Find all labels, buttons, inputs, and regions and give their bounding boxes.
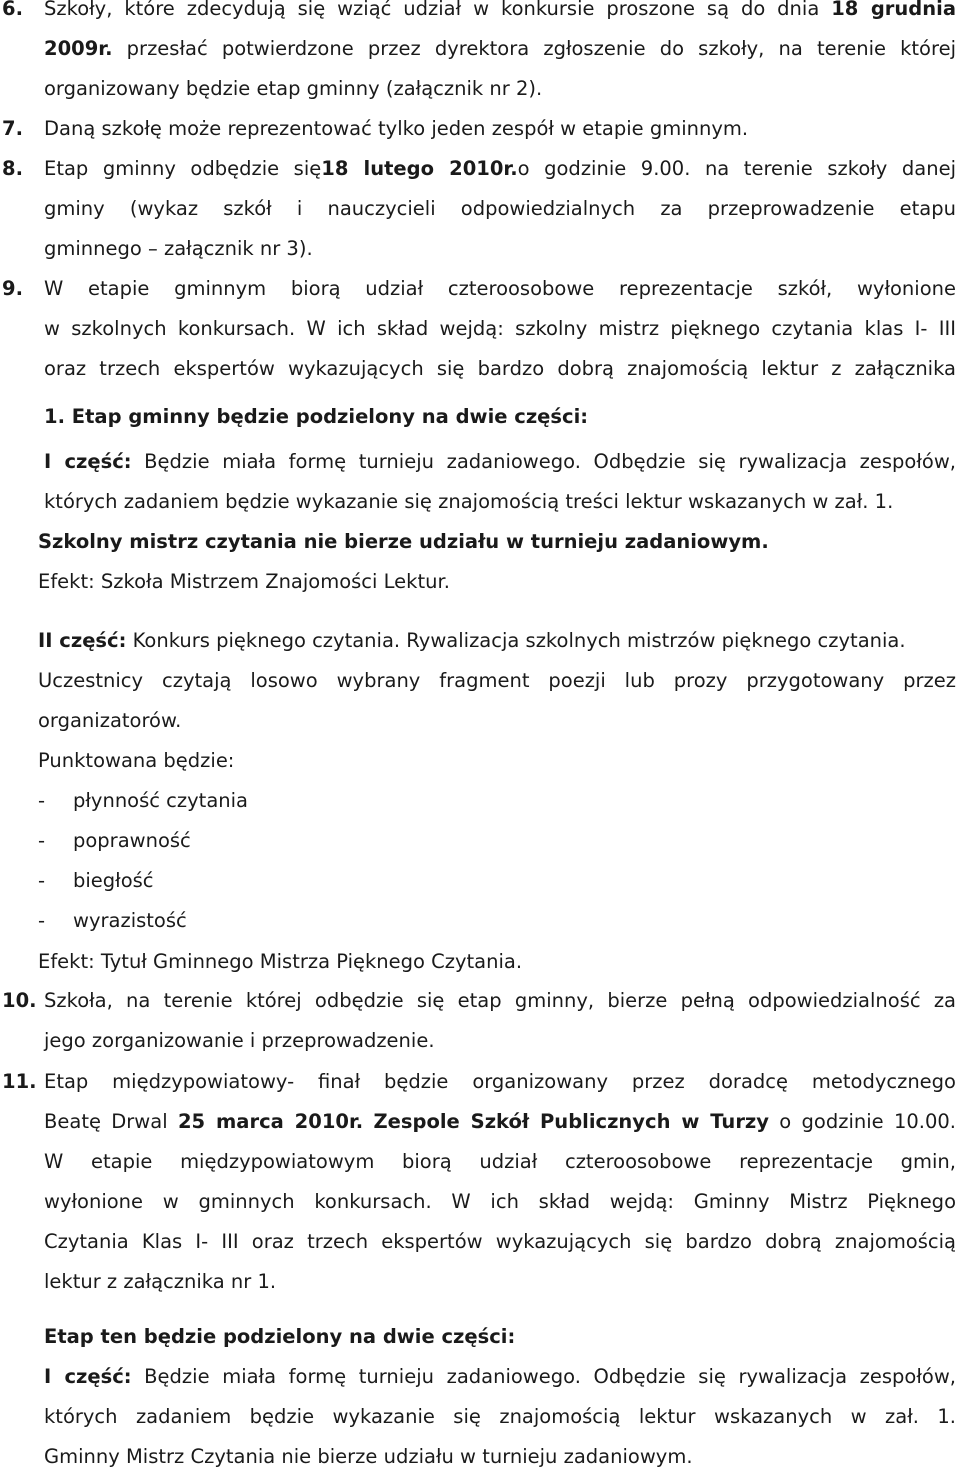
item-number: 9. [2, 277, 23, 300]
paragraph-line: Czytania Klas I- III oraz trzech ekspertów wykazujących się bardzo dobrą znajomością [44, 1230, 956, 1253]
item-number: 8. [2, 157, 23, 180]
paragraph-line [44, 1357, 956, 1397]
paragraph-line: oraz trzech ekspertów wykazujących się bardzo dobrą znajomością lektur z załącznika [44, 357, 956, 380]
paragraph-line: organizatorów. [38, 709, 182, 732]
section-heading: Etap gminny będzie podzielony na dwie części: [64, 405, 589, 428]
paragraph-line: W etapie gminnym biorą udział czteroosobowe reprezentacje szkół, wyłonione [44, 277, 956, 300]
paragraph-line: Efekt: Szkoła Mistrzem Znajomości Lektur. [38, 570, 450, 593]
note-bold: Szkolny mistrz czytania nie bierze udziału w turnieju zadaniowym. [38, 530, 769, 553]
paragraph-line [44, 149, 956, 189]
paragraph-line: jego zorganizowanie i przeprowadzenie. [44, 1029, 435, 1052]
text: Będzie miała formę turnieju zadaniowego. [131, 450, 581, 473]
paragraph-line [44, 442, 956, 482]
paragraph-line: organizowany będzie etap gminny (załącznik nr 2). [44, 77, 543, 100]
text: przesłać potwierdzone przez dyrektora zgłoszenie do szkoły, na terenie której [112, 37, 956, 60]
paragraph-line: lektur z załącznika nr 1. [44, 1270, 277, 1293]
dash-marker: - [38, 869, 46, 892]
paragraph-line [44, 309, 956, 349]
final-date: 25 marca 2010r. [177, 1110, 364, 1133]
text: 1. [44, 405, 65, 428]
paragraph-line: których zadaniem będzie wykazanie się znajomością lektur wskazanych w zał. 1. [44, 1405, 956, 1428]
text: Konkurs pięknego czytania. [126, 629, 401, 652]
text: o godzinie 9.00. [517, 157, 691, 180]
text: Będzie miała formę turnieju zadaniowego. [131, 1365, 581, 1388]
deadline-year: 2009r. [44, 37, 113, 60]
criteria-item: poprawność [73, 829, 191, 852]
paragraph-line: Daną szkołę może reprezentować tylko jeden zespół w etapie gminnym. [44, 117, 749, 140]
item-number: 11. [2, 1070, 37, 1093]
part-label: II część: [38, 629, 127, 652]
part-label: I część: [44, 450, 132, 473]
item-number: 7. [2, 117, 23, 140]
part-label: I część: [44, 1365, 132, 1388]
paragraph-line: Gminny Mistrz Czytania nie bierze udziału w turnieju zadaniowym. [44, 1445, 693, 1468]
paragraph-line [38, 522, 956, 562]
paragraph-line: Etap międzypowiatowy- finał będzie organizowany przez doradcę metodycznego [44, 1070, 956, 1093]
paragraph-line: których zadaniem będzie wykazanie się znajomością treści lektur wskazanych w zał. 1. [44, 490, 894, 513]
paragraph-line: Punktowana będzie: [38, 749, 235, 772]
paragraph-line [44, 1102, 956, 1142]
section-heading: Etap ten będzie podzielony na dwie części: [44, 1325, 516, 1348]
text: Szkoły, które zdecydują się wziąć udział w konkursie proszone są do dnia [44, 0, 832, 20]
paragraph-line: Szkoła, na terenie której odbędzie się etap gminny, bierze pełną odpowiedzialność za [44, 989, 956, 1012]
text: Beatę Drwal [44, 1110, 178, 1133]
dash-marker: - [38, 909, 46, 932]
dash-marker: - [38, 789, 46, 812]
text: Odbędzie się rywalizacja zespołów, [580, 1365, 956, 1388]
paragraph-line: Efekt: Tytuł Gminnego Mistrza Pięknego Czytania. [38, 950, 523, 973]
paragraph-line [44, 0, 956, 29]
criteria-item: płynność czytania [73, 789, 249, 812]
paragraph-line: gminy (wykaz szkół i nauczycieli odpowiedzialnych za przeprowadzenie etapu [44, 197, 956, 220]
text [363, 1110, 373, 1133]
criteria-item: wyrazistość [73, 909, 187, 932]
text: Odbędzie się rywalizacja zespołów, [580, 450, 956, 473]
deadline-date: 18 grudnia [831, 0, 956, 20]
text: w szkolnych konkursach. [44, 317, 296, 340]
paragraph-line: Uczestnicy czytają losowo wybrany fragment poezji lub prozy przygotowany przez [38, 669, 956, 692]
paragraph-line: W etapie międzypowiatowym biorą udział czteroosobowe reprezentacje gmin, [44, 1150, 956, 1173]
text: Etap gminny odbędzie się [44, 157, 322, 180]
paragraph-line [44, 397, 956, 437]
paragraph-line [44, 1317, 956, 1357]
dash-marker: - [38, 829, 46, 852]
text: o godzinie 10.00. [769, 1110, 956, 1133]
event-date: 18 lutego 2010r. [321, 157, 518, 180]
paragraph-line [38, 621, 956, 661]
final-venue: Zespole Szkół Publicznych w Turzy [373, 1110, 769, 1133]
paragraph-line: gminnego – załącznik nr 3). [44, 237, 313, 260]
text: Rywalizacja szkolnych mistrzów pięknego czytania. [400, 629, 906, 652]
criteria-item: biegłość [73, 869, 154, 892]
text: na terenie szkoły danej [690, 157, 956, 180]
item-number: 10. [2, 989, 37, 1012]
item-number: 6. [2, 0, 23, 20]
paragraph-line [44, 29, 956, 69]
text: W ich skład wejdą: szkolny mistrz pięknego czytania klas I- III [295, 317, 956, 340]
paragraph-line: wyłonione w gminnych konkursach. W ich skład wejdą: Gminny Mistrz Pięknego [44, 1190, 956, 1213]
